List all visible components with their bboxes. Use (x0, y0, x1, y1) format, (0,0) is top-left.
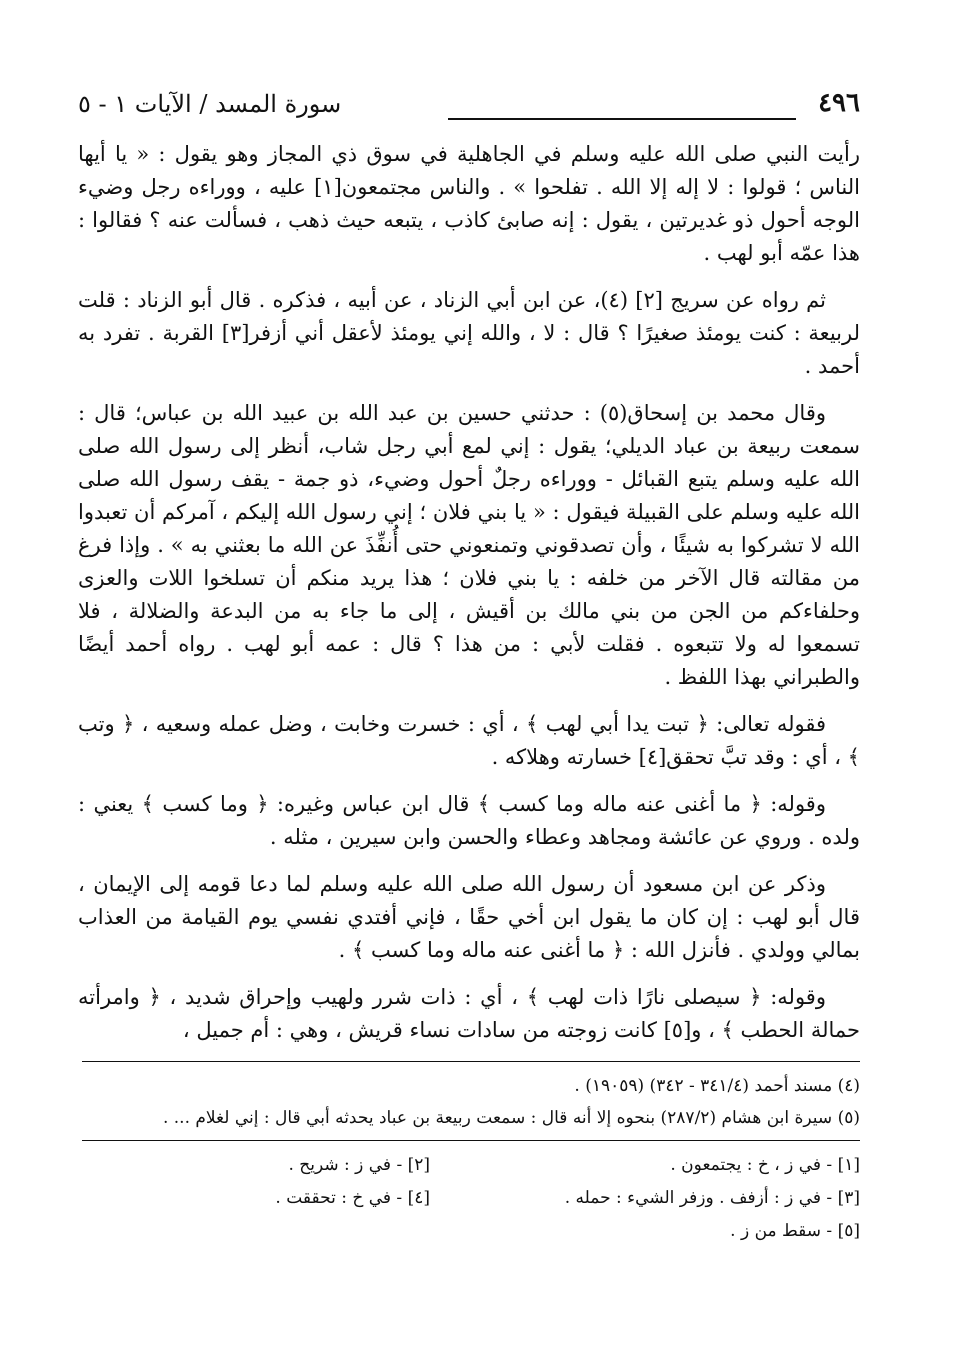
paragraph-2: ثم رواه عن سريج [٢] (٤)، عن ابن أبي الزناد ، عن أبيه ، فذكره . قال أبو الزناد : قلت لربيعة : كنت يومئذ صغيرًا ؟ قال : لا ، والله إني يومئذ لأعقل أني أزفر[٣] القربة . تفرد به أحمد . (78, 288, 860, 378)
variant-1: [١] - في ز ، خ : يجتمعون . (670, 1155, 860, 1175)
variant-2: [٢] - في ز : شريح . (288, 1155, 430, 1175)
footnote-5: (٥) سيرة ابن هشام (٢٨٧/٢) بنحوه إلا أنه قال : سمعت ربيعة بن عباد يحدثه أبي قال : إني لغلام ... . (162, 1108, 860, 1128)
page-header (78, 88, 860, 132)
book-page (78, 88, 860, 1248)
paragraph-5: وقوله: ﴿ ما أغنى عنه ماله وما كسب ﴾ قال ابن عباس وغيره: ﴿ وما كسب ﴾ يعني : ولده . وروي عن عائشة ومجاهد وعطاء والحسن وابن سيرين ، مثله . (78, 792, 860, 849)
footnote-rule (82, 1061, 860, 1062)
running-title: سورة المسد / الآيات ١ - ٥ (78, 90, 342, 118)
paragraph-3: وقال محمد بن إسحاق(٥) : حدثني حسين بن عبد الله بن عبيد الله بن عباس؛ قال : سمعت ربيعة بن عباد الديلي؛ يقول : إني لمع أبي رجل شاب، أنظر إلى رسول الله صلى الله عليه وسلم يتبع القبائل - ووراءه رجلٌ أحول وضيء، ذو جمة - يقف رسول الله صلى الله عليه وسلم على القبيلة فيقول : « يا بني فلان ؛ إني رسول الله إليكم ، آمركم أن تعبدوا الله لا تشركوا به شيئًا ، وأن تصدقوني وتمنعوني حتى أُنفِّذَ عن الله ما بعثني به » . وإذا فرغ من مقالته قال الآخر من خلفه : يا بني فلان ؛ هذا يريد منكم أن تسلخوا اللات والعزى وحلفاءكم من الجن من بني مالك بن أقيش ، إلى ما جاء به من البدعة والضلالة ، فلا تسمعوا له ولا تتبعوه . فقلت لأبي : من هذا ؟ قال : عمه أبو لهب . رواه أحمد أيضًا والطبراني بهذا اللفظ . (78, 401, 861, 689)
paragraph-4: فقوله تعالى: ﴿ تبت يدا أبي لهب ﴾ ، أي : خسرت وخابت ، وضل عمله وسعيه ، ﴿ وتب ﴾ ، أي : وقد تبَّ تحقق[٤] خسارته وهلاكه . (78, 712, 860, 769)
footnote-4: (٤) مسند أحمد (٣٤١/٤ - ٣٤٢) (١٩٠٥٩) . (574, 1076, 860, 1096)
variants-rule (82, 1140, 860, 1141)
variant-4: [٤] - في خ : تحققت . (275, 1188, 430, 1208)
variant-5: [٥] - سقط من ز . (730, 1221, 860, 1241)
paragraph-6: وذكر عن ابن مسعود أن رسول الله صلى الله عليه وسلم لما دعا قومه إلى الإيمان ، قال أبو لهب : إن كان ما يقول ابن أخي حقًا ، فإني أفتدي نفسي يوم القيامة من العذاب بمالي وولدي . فأنزل الله : ﴿ ما أغنى عنه ماله وما كسب ﴾ . (78, 872, 860, 962)
header-rule (448, 118, 796, 120)
page-number: ٤٩٦ (818, 88, 860, 118)
variant-3: [٣] - في ز : أزفف . وزفر الشيء : حمله . (564, 1188, 860, 1208)
paragraph-7: وقوله: ﴿ سيصلى نارًا ذات لهب ﴾ ، أي : ذات شرر ولهيب وإحراق شديد ، ﴿ وامرأته حمالة الحطب ﴾ ، و[٥] كانت زوجته من سادات نساء قريش ، وهي : أم جميل ، (78, 985, 860, 1042)
paragraph-1: رأيت النبي صلى الله عليه وسلم في الجاهلية في سوق ذي المجاز وهو يقول : « يا أيها الناس ؛ قولوا : لا إله إلا الله . تفلحوا » . والناس مجتمعون[١] عليه ، ووراءه رجل وضيء الوجه أحول ذو غديرتين ، يقول : إنه صابئ كاذب ، يتبعه حيث ذهب ، فسألت عنه ؟ فقالوا : هذا عمّه أبو لهب . (78, 142, 860, 265)
manuscript-variants (78, 1149, 860, 1248)
